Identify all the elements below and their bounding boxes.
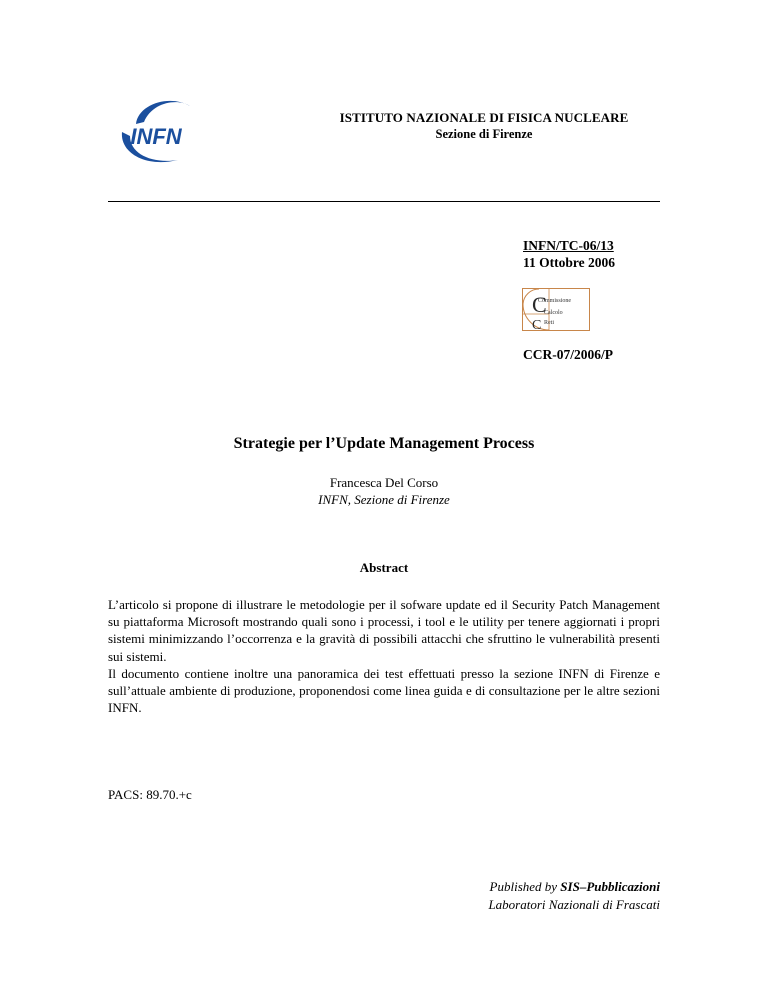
report-date: 11 Ottobre 2006	[523, 255, 615, 270]
publisher-prefix: Published by	[489, 879, 561, 894]
abstract-heading: Abstract	[359, 560, 409, 575]
abstract-paragraph-2: Il documento contiene inoltre una panoramica dei test effettuati presso la sezione INFN di Firenze e sull’attuale ambiente di produzione, proponendosi come linea guida e di consultazione per le altre sezioni INFN.	[108, 665, 660, 716]
paper-title: Strategie per l’Update Management Process	[233, 435, 535, 452]
ccr-logo	[522, 288, 590, 331]
header-divider	[108, 201, 660, 202]
infn-logo-text: INFN	[130, 124, 182, 149]
publisher-name: SIS–Pubblicazioni	[560, 879, 660, 894]
infn-logo	[108, 92, 204, 172]
abstract-paragraph-1: L’articolo si propone di illustrare le metodologie per il sofware update ed il Security Patch Management su piattaforma Microsoft mostrando quali sono i processi, i tool e le utility per tenere aggiornati i propri sistemi minimizzando l’occorrenza e la gravità di possibili attacchi che sfruttino le vulnerabilità presenti sui sistemi.	[108, 597, 660, 664]
publisher-lab: Laboratori Nazionali di Frascati	[488, 897, 660, 912]
ccr-code: CCR-07/2006/P	[523, 347, 613, 362]
svg-text:C: C	[532, 292, 547, 317]
pacs-code: PACS: 89.70.+c	[108, 787, 192, 802]
institute-name: ISTITUTO NAZIONALE DI FISICA NUCLEARE	[339, 110, 629, 125]
section-name: Sezione di Firenze	[435, 127, 533, 141]
abstract-body	[108, 596, 660, 716]
ccr-logo-line-3: Reti	[544, 320, 554, 326]
ccr-logo-line-2: Calcolo	[544, 310, 563, 316]
publisher-line	[470, 879, 660, 895]
report-id: INFN/TC-06/13	[523, 238, 614, 253]
svg-text:C: C	[532, 318, 542, 331]
author-name: Francesca Del Corso	[329, 475, 439, 490]
author-affiliation: INFN, Sezione di Firenze	[318, 492, 450, 507]
ccr-logo-line-1: Commissione	[538, 298, 572, 304]
